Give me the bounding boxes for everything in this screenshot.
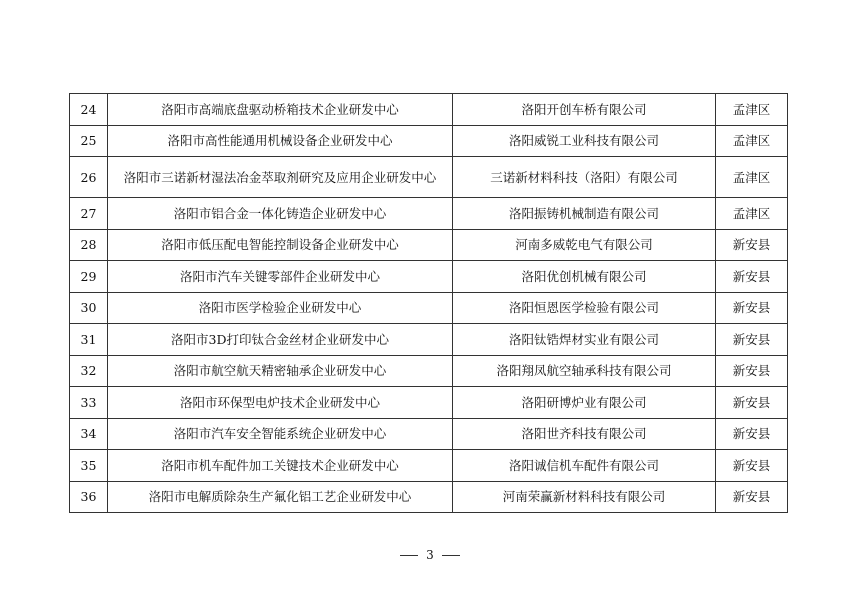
- row-number: 26: [70, 157, 108, 198]
- center-name: 洛阳市高端底盘驱动桥箱技术企业研发中心: [108, 94, 453, 126]
- district: 新安县: [716, 387, 788, 419]
- district: 孟津区: [716, 125, 788, 157]
- district: 新安县: [716, 450, 788, 482]
- district: 新安县: [716, 261, 788, 293]
- company-name: 洛阳翔凤航空轴承科技有限公司: [453, 355, 716, 387]
- company-name: 三诺新材料科技（洛阳）有限公司: [453, 157, 716, 198]
- row-number: 30: [70, 292, 108, 324]
- company-name: 洛阳研博炉业有限公司: [453, 387, 716, 419]
- row-number: 27: [70, 198, 108, 230]
- company-name: 洛阳振铸机械制造有限公司: [453, 198, 716, 230]
- table-row: [70, 355, 788, 387]
- center-name: 洛阳市三诺新材湿法冶金萃取剂研究及应用企业研发中心: [108, 157, 453, 198]
- district: 孟津区: [716, 94, 788, 126]
- research-center-table: [69, 93, 788, 513]
- center-name: 洛阳市铝合金一体化铸造企业研发中心: [108, 198, 453, 230]
- center-name: 洛阳市汽车关键零部件企业研发中心: [108, 261, 453, 293]
- row-number: 28: [70, 229, 108, 261]
- district: 新安县: [716, 292, 788, 324]
- center-name: 洛阳市低压配电智能控制设备企业研发中心: [108, 229, 453, 261]
- company-name: 河南荣赢新材料科技有限公司: [453, 481, 716, 513]
- company-name: 洛阳威锐工业科技有限公司: [453, 125, 716, 157]
- district: 孟津区: [716, 198, 788, 230]
- company-name: 洛阳钛锆焊材实业有限公司: [453, 324, 716, 356]
- company-name: 洛阳开创车桥有限公司: [453, 94, 716, 126]
- page-footer: [0, 548, 860, 562]
- table-row: [70, 481, 788, 513]
- row-number: 31: [70, 324, 108, 356]
- table-row: [70, 450, 788, 482]
- district: 新安县: [716, 229, 788, 261]
- row-number: 24: [70, 94, 108, 126]
- center-name: 洛阳市电解质除杂生产氟化铝工艺企业研发中心: [108, 481, 453, 513]
- district: 新安县: [716, 481, 788, 513]
- center-name: 洛阳市环保型电炉技术企业研发中心: [108, 387, 453, 419]
- row-number: 36: [70, 481, 108, 513]
- row-number: 32: [70, 355, 108, 387]
- row-number: 35: [70, 450, 108, 482]
- row-number: 33: [70, 387, 108, 419]
- table-row: [70, 292, 788, 324]
- company-name: 洛阳恒恩医学检验有限公司: [453, 292, 716, 324]
- page-number: 3: [426, 548, 434, 562]
- table-row: [70, 125, 788, 157]
- district: 孟津区: [716, 157, 788, 198]
- table-row: [70, 387, 788, 419]
- center-name: 洛阳市汽车安全智能系统企业研发中心: [108, 418, 453, 450]
- footer-dash-right: [442, 555, 460, 556]
- district: 新安县: [716, 355, 788, 387]
- table-row: [70, 198, 788, 230]
- row-number: 29: [70, 261, 108, 293]
- company-name: 洛阳诚信机车配件有限公司: [453, 450, 716, 482]
- center-name: 洛阳市3D打印钛合金丝材企业研发中心: [108, 324, 453, 356]
- row-number: 34: [70, 418, 108, 450]
- center-name: 洛阳市高性能通用机械设备企业研发中心: [108, 125, 453, 157]
- district: 新安县: [716, 418, 788, 450]
- table-row: [70, 157, 788, 198]
- table-row: [70, 94, 788, 126]
- district: 新安县: [716, 324, 788, 356]
- center-name: 洛阳市航空航天精密轴承企业研发中心: [108, 355, 453, 387]
- table-row: [70, 229, 788, 261]
- table-row: [70, 261, 788, 293]
- row-number: 25: [70, 125, 108, 157]
- center-name: 洛阳市医学检验企业研发中心: [108, 292, 453, 324]
- company-name: 洛阳世齐科技有限公司: [453, 418, 716, 450]
- company-name: 洛阳优创机械有限公司: [453, 261, 716, 293]
- table-row: [70, 324, 788, 356]
- center-name: 洛阳市机车配件加工关键技术企业研发中心: [108, 450, 453, 482]
- company-name: 河南多威乾电气有限公司: [453, 229, 716, 261]
- footer-dash-left: [400, 555, 418, 556]
- table-row: [70, 418, 788, 450]
